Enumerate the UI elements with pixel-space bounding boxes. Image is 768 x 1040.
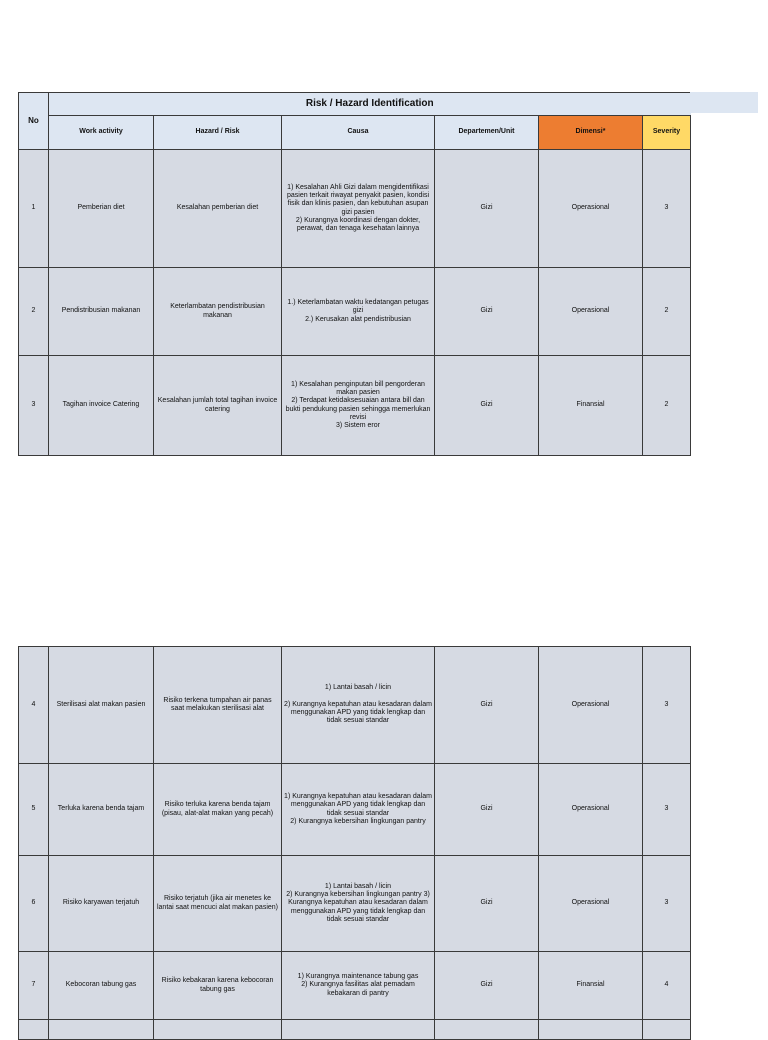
header-departemen: Departemen/Unit [435, 116, 539, 150]
header-severity: Severity [643, 116, 691, 150]
row-dimensi: Operasional [539, 647, 643, 764]
row-severity: 3 [643, 150, 691, 268]
row-no: 2 [19, 268, 49, 356]
row-departemen: Gizi [435, 952, 539, 1020]
row-causa: 1) Kurangnya kepatuhan atau kesadaran dalam menggunakan APD yang tidak lengkap dan tidak sesuai standar 2) Kurangnya kebersihan lingkungan pantry [282, 764, 435, 856]
table-row [19, 856, 691, 952]
row-severity: 3 [643, 647, 691, 764]
row-work-activity: Kebocoran tabung gas [49, 952, 154, 1020]
row-severity: 2 [643, 356, 691, 456]
row-causa: 1.) Keterlambatan waktu kedatangan petugas gizi 2.) Kerusakan alat pendistribusian [282, 268, 435, 356]
row-work-activity: Sterilisasi alat makan pasien [49, 647, 154, 764]
row-dimensi: Finansial [539, 952, 643, 1020]
row-no: 4 [19, 647, 49, 764]
row-severity: 2 [643, 268, 691, 356]
row-work-activity: Risiko karyawan terjatuh [49, 856, 154, 952]
header-causa: Causa [282, 116, 435, 150]
table-row [19, 150, 691, 268]
table-row [19, 356, 691, 456]
row-work-activity: Pendistribusian makanan [49, 268, 154, 356]
row-no: 6 [19, 856, 49, 952]
row-work-activity: Tagihan invoice Catering [49, 356, 154, 456]
row-departemen: Gizi [435, 268, 539, 356]
row-dimensi: Operasional [539, 764, 643, 856]
risk-table-top [18, 92, 691, 456]
row-causa: 1) Lantai basah / licin 2) Kurangnya kepatuhan atau kesadaran dalam menggunakan APD yang tidak lengkap dan tidak sesuai standar [282, 647, 435, 764]
row-causa: 1) Kesalahan Ahli Gizi dalam mengidentifikasi pasien terkait riwayat penyakit pasien, kondisi fisik dan klinis pasien, dan kebutuhan asupan gizi pasien 2) Kurangnya koordinasi dengan dokter, perawat, dan tenaga kesehatan lainnya [282, 150, 435, 268]
row-dimensi: Finansial [539, 356, 643, 456]
row-no: 3 [19, 356, 49, 456]
column-header-row [19, 116, 691, 150]
row-no: 5 [19, 764, 49, 856]
row-severity: 4 [643, 952, 691, 1020]
row-hazard: Risiko terkena tumpahan air panas saat melakukan sterilisasi alat [154, 647, 282, 764]
header-no: No [19, 93, 49, 150]
row-hazard: Kesalahan pemberian diet [154, 150, 282, 268]
row-departemen: Gizi [435, 856, 539, 952]
row-causa: 1) Kesalahan penginputan bill pengorderan makan pasien 2) Terdapat ketidaksesuaian antara bill dan bukti pendukung pasien sehingga memerlukan revisi 3) Sistem eror [282, 356, 435, 456]
row-severity: 3 [643, 764, 691, 856]
row-causa: 1) Lantai basah / licin 2) Kurangnya kebersihan lingkungan pantry 3) Kurangnya kepatuhan atau kesadaran dalam menggunakan APD yang tidak lengkap dan tidak sesuai standar [282, 856, 435, 952]
row-departemen: Gizi [435, 764, 539, 856]
row-departemen: Gizi [435, 356, 539, 456]
row-work-activity: Pemberian diet [49, 150, 154, 268]
table-row-partial [19, 1020, 691, 1040]
row-hazard: Risiko kebakaran karena kebocoran tabung gas [154, 952, 282, 1020]
risk-table-bottom [18, 646, 691, 1040]
row-dimensi: Operasional [539, 268, 643, 356]
row-departemen: Gizi [435, 150, 539, 268]
row-severity: 3 [643, 856, 691, 952]
row-hazard: Risiko terjatuh (jika air menetes ke lantai saat mencuci alat makan pasien) [154, 856, 282, 952]
table-row [19, 764, 691, 856]
title-band-extension [690, 92, 758, 113]
row-no: 7 [19, 952, 49, 1020]
row-hazard: Keterlambatan pendistribusian makanan [154, 268, 282, 356]
row-dimensi: Operasional [539, 856, 643, 952]
row-no: 1 [19, 150, 49, 268]
title-row [19, 93, 691, 116]
header-work-activity: Work activity [49, 116, 154, 150]
table-row [19, 268, 691, 356]
row-work-activity: Terluka karena benda tajam [49, 764, 154, 856]
row-hazard: Risiko terluka karena benda tajam (pisau, alat-alat makan yang pecah) [154, 764, 282, 856]
table-row [19, 647, 691, 764]
header-dimensi: Dimensi* [539, 116, 643, 150]
table-title: Risk / Hazard Identification [49, 93, 691, 116]
row-departemen: Gizi [435, 647, 539, 764]
row-hazard: Kesalahan jumlah total tagihan invoice catering [154, 356, 282, 456]
header-hazard: Hazard / Risk [154, 116, 282, 150]
table-row [19, 952, 691, 1020]
row-causa: 1) Kurangnya maintenance tabung gas 2) Kurangnya fasilitas alat pemadam kebakaran di pantry [282, 952, 435, 1020]
row-dimensi: Operasional [539, 150, 643, 268]
